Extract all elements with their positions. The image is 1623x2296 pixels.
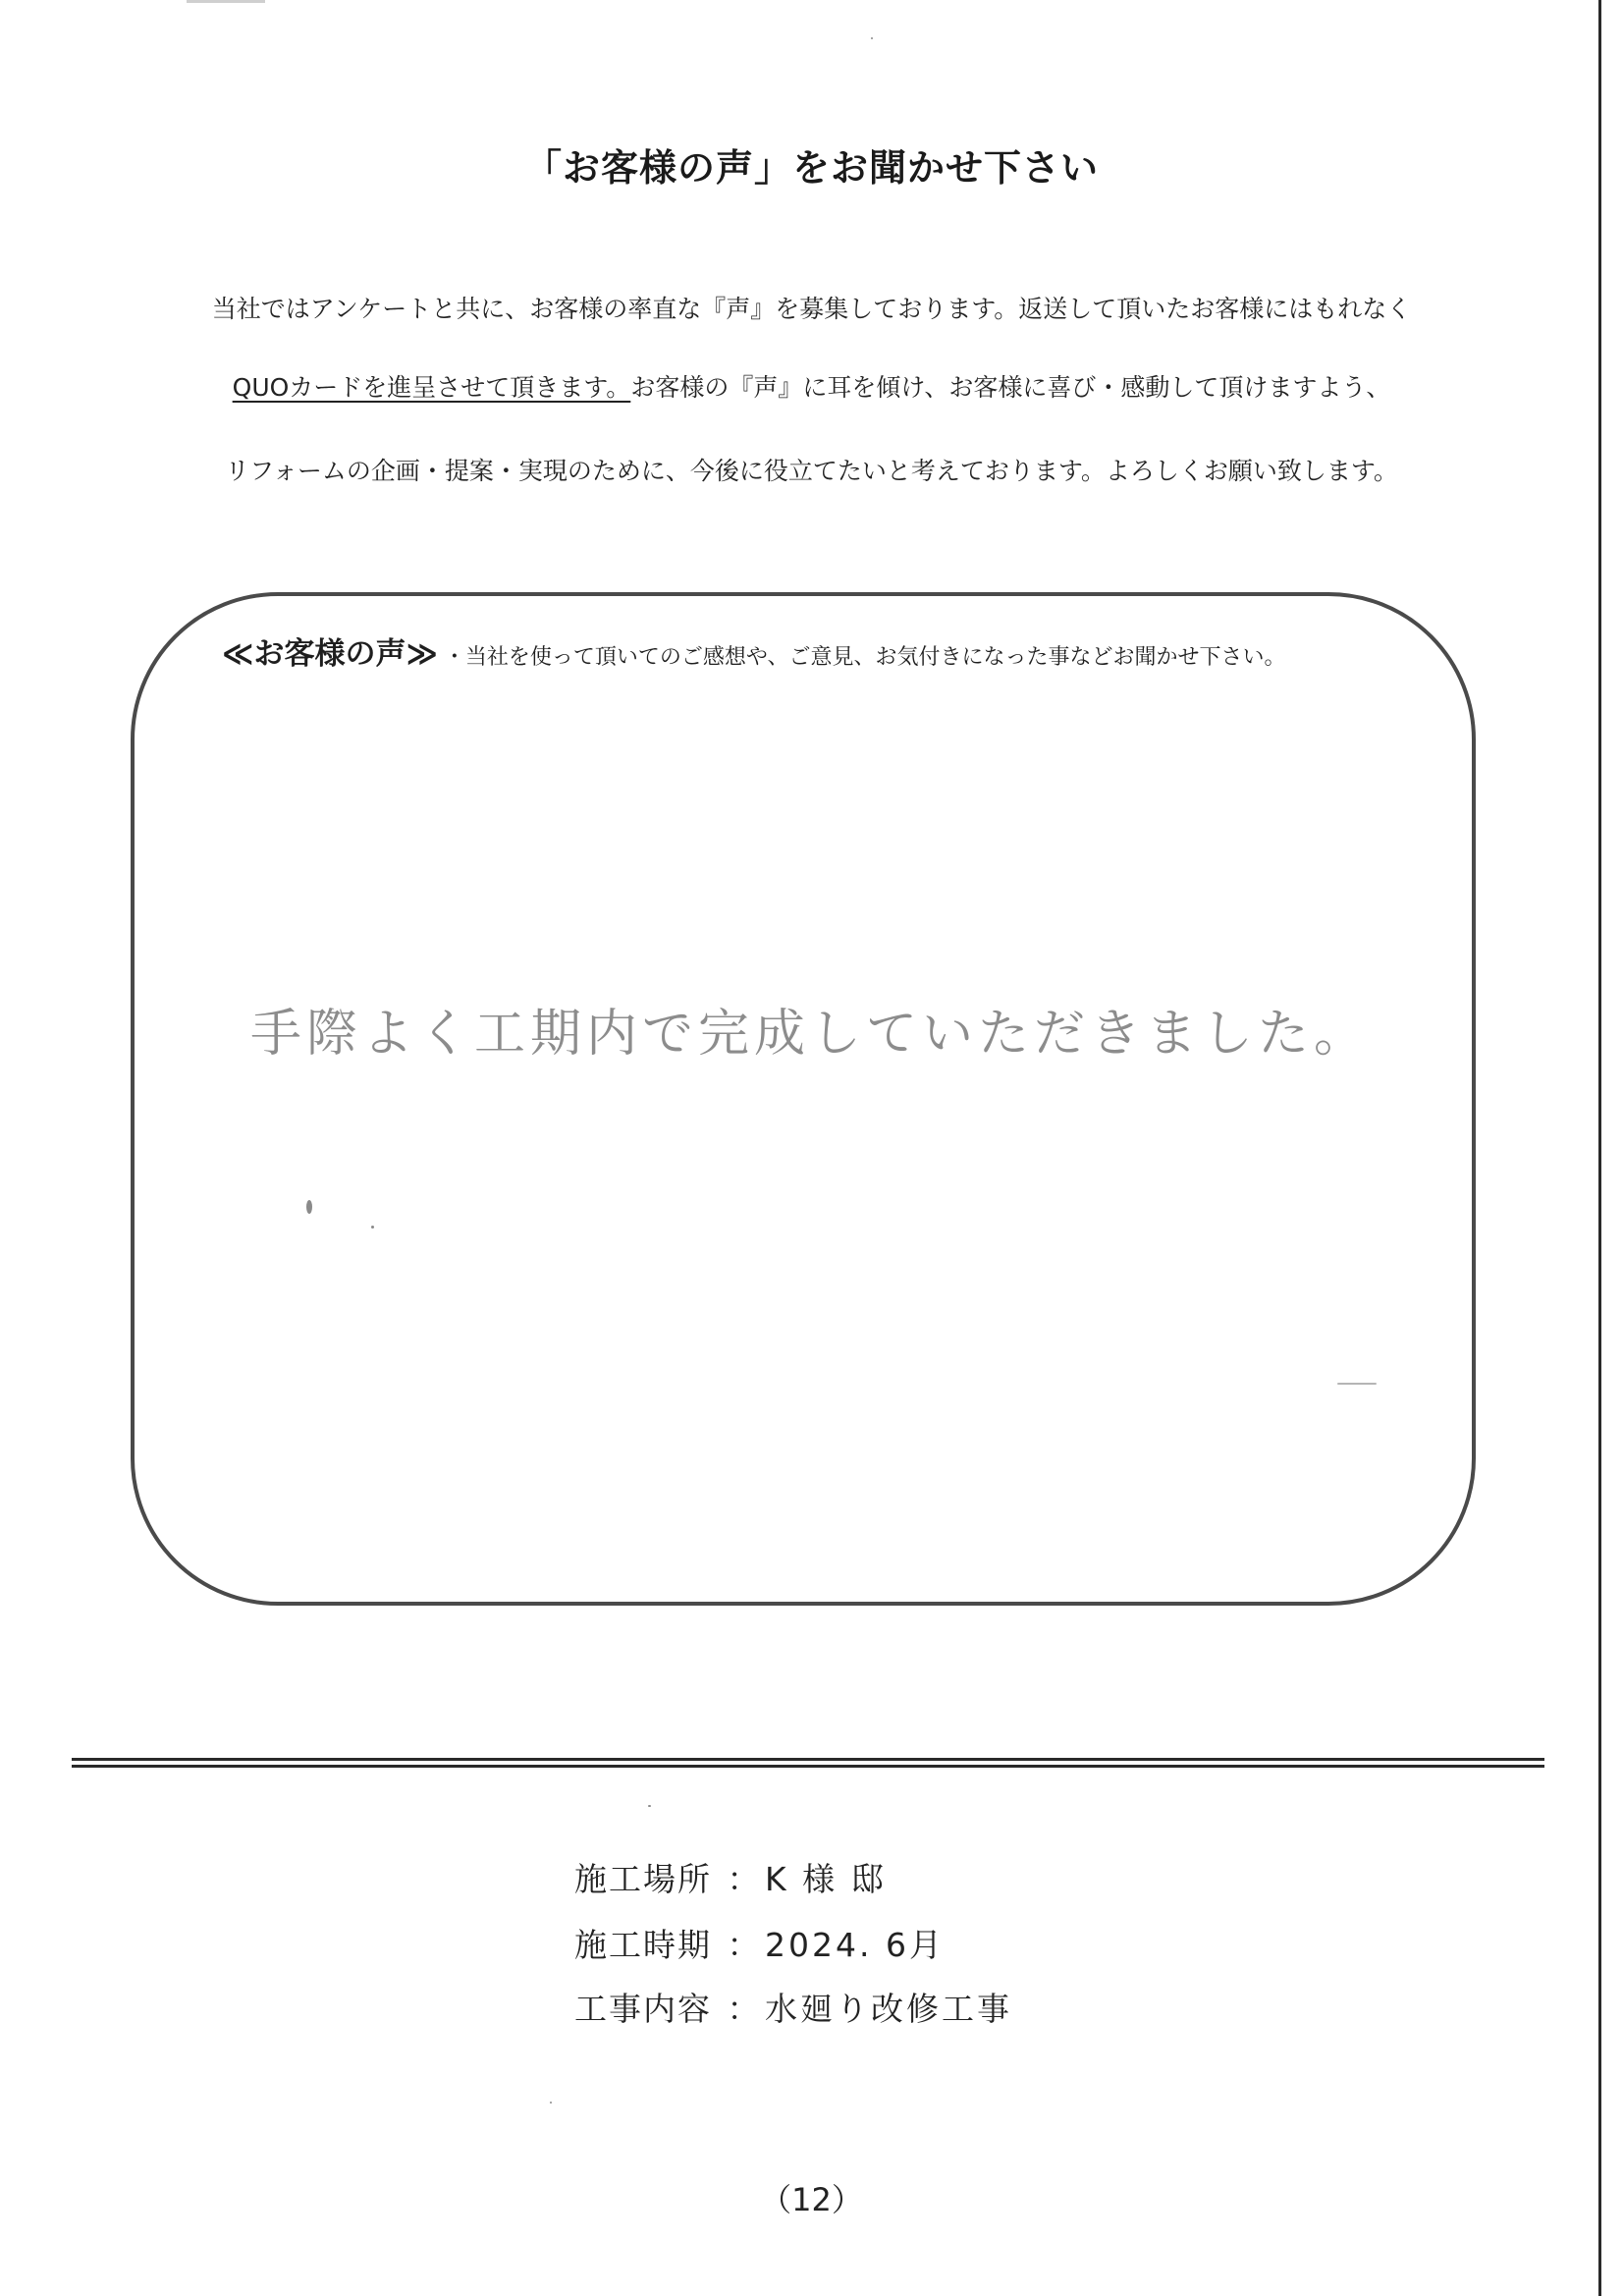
page-number: （12） [760, 2181, 863, 2218]
intro-line-2 [0, 368, 1623, 404]
customer-voice-box [131, 592, 1476, 1606]
voice-heading-prompt: ・当社を使って頂いてのご感想や、ご意見、お気付きになった事などお聞かせ下さい。 [443, 645, 1286, 670]
voice-box-heading [222, 629, 1285, 673]
info-row-period [574, 1920, 945, 1966]
voice-heading-title: ≪お客様の声≫ [222, 636, 438, 672]
info-row-location [574, 1854, 887, 1900]
scan-speck [1337, 1383, 1377, 1385]
info-row-work [574, 1984, 1012, 2030]
quo-card-notice: QUOカードを進呈させて頂きます。 [232, 373, 631, 402]
scan-speck [871, 37, 873, 39]
customer-comment: 手際よく工期内で完成していただきました。 [250, 1005, 1371, 1064]
info-separator: ： [727, 1926, 760, 1964]
info-label: 施工場所 [574, 1860, 712, 1898]
intro-line-3: リフォームの企画・提案・実現のために、今後に役立てたいと考えております。よろしくお願い致します。 [225, 457, 1398, 485]
info-separator: ： [727, 1860, 760, 1898]
info-separator: ： [727, 1990, 760, 2028]
page-edge-line [1598, 0, 1601, 2296]
page-title: 「お客様の声」をお聞かせ下さい [523, 146, 1099, 190]
intro-line-1: 当社ではアンケートと共に、お客様の率直な『声』を募集しております。返送して頂いたお客様にはもれなく [211, 295, 1412, 323]
intro-line-2-rest: お客様の『声』に耳を傾け、お客様に喜び・感動して頂けますよう、 [630, 373, 1391, 402]
info-value: 2024. 6月 [765, 1926, 945, 1964]
section-divider [72, 1758, 1544, 1768]
scan-speck [648, 1805, 651, 1807]
scan-speck [550, 2102, 552, 2104]
info-label: 施工時期 [574, 1926, 712, 1964]
scan-mark [187, 0, 265, 3]
info-value: K 様 邸 [765, 1860, 887, 1898]
scan-speck [306, 1200, 312, 1214]
info-label: 工事内容 [574, 1990, 712, 2028]
info-value: 水廻り改修工事 [765, 1990, 1012, 2028]
scan-speck [371, 1226, 374, 1229]
